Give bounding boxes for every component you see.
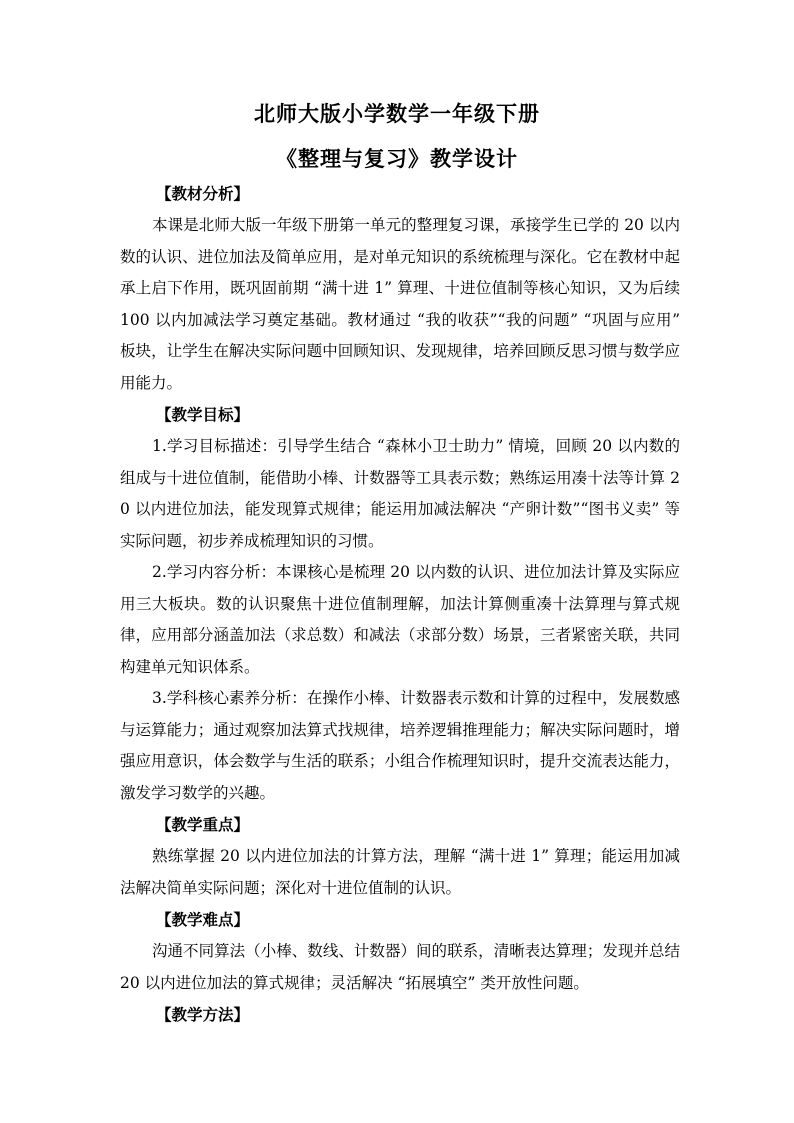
document-subtitle: 《整理与复习》教学设计	[276, 146, 518, 171]
section-heading-key-points: 【教学重点】	[156, 815, 250, 834]
section-heading-difficulties: 【教学难点】	[156, 910, 250, 929]
document-body	[120, 178, 680, 1031]
section-heading-teaching-methods: 【教学方法】	[156, 1005, 250, 1024]
paragraph-key-points: 熟练掌握 20 以内进位加法的计算方法，理解 “满十进 1” 算理；能运用加减法解决简单实际问题；深化对十进位值制的认识。	[120, 847, 680, 897]
section-heading-teaching-goals: 【教学目标】	[156, 405, 250, 424]
paragraph-goal-3: 3.学科核心素养分析：在操作小棒、计数器表示数和计算的过程中，发展数感与运算能力；通过观察加法算式找规律，培养逻辑推理能力；解决实际问题时，增强应用意识，体会数学与生活的联系；小组合作梳理知识时，提升交流表达能力，激发学习数学的兴趣。	[120, 689, 680, 802]
paragraph-goal-2: 2.学习内容分析：本课核心是梳理 20 以内数的认识、进位加法计算及实际应用三大板块。数的认识聚焦十进位值制理解，加法计算侧重凑十法算理与算式规律，应用部分涵盖加法（求总数）和减法（求部分数）场景，三者紧密关联，共同构建单元知识体系。	[120, 563, 680, 676]
paragraph-goal-1: 1.学习目标描述：引导学生结合 “森林小卫士助力” 情境，回顾 20 以内数的组成与十进位值制，能借助小棒、计数器等工具表示数；熟练运用凑十法等计算 20 以内进位加法，能发现算式规律；能运用加减法解决 “产卵计数”“图书义卖” 等实际问题，初步养成梳理知识的习惯。	[120, 437, 680, 550]
section-heading-textbook-analysis: 【教材分析】	[156, 184, 250, 203]
document-title: 北师大版小学数学一年级下册	[254, 101, 540, 126]
paragraph-difficulties: 沟通不同算法（小棒、数线、计数器）间的联系，清晰表达算理；发现并总结 20 以内进位加法的算式规律；灵活解决 “拓展填空” 类开放性问题。	[120, 942, 680, 992]
paragraph-textbook-analysis: 本课是北师大版一年级下册第一单元的整理复习课，承接学生已学的 20 以内数的认识、进位加法及简单应用，是对单元知识的系统梳理与深化。它在教材中起承上启下作用，既巩固前期 “满十进 1” 算理、十进位值制等核心知识，又为后续 100 以内加减法学习奠定基础。教材通过 “我的收获”“我的问题” “巩固与应用” 板块，让学生在解决实际问题中回顾知识、发现规律，培养回顾反思习惯与数学应用能力。	[120, 216, 680, 392]
